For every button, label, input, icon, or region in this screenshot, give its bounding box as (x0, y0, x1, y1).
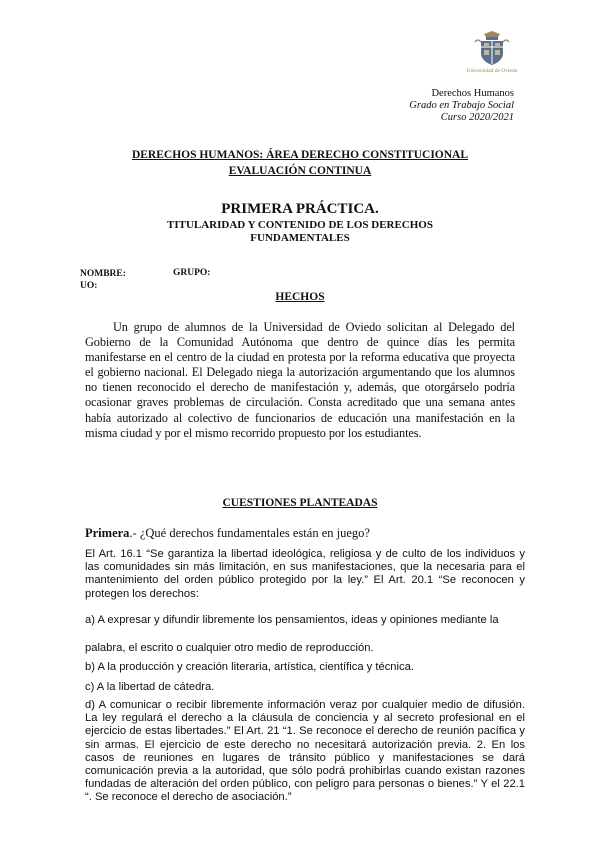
hechos-heading: HECHOS (275, 291, 325, 303)
nombre-field-label (80, 268, 126, 292)
practica-heading: PRIMERA PRÁCTICA. (221, 201, 379, 217)
uo-label: UO: (80, 281, 98, 291)
answer-item-d: d) A comunicar o recibir libremente información veraz por cualquier medio de difusión. La ley regulará el derecho a la cláusula de conciencia y al secreto profesional en el ejercicio de estas libertades.” El Art. 21 “1. Se reconoce el derecho de reunión pacífica y sin armas. El ejercicio de este derecho no necesitará autorización previa. 2. En los casos de reuniones en lugares de tránsito público y manifestaciones se dará comunicación previa a la autoridad, que sólo podrá prohibirlas cuando existan razones fundadas de alteración del orden público, con peligro para personas o bienes.” Y el 22.1 “. Se reconoce el derecho de asociación.” (85, 699, 525, 804)
subtitle-line-2: FUNDAMENTALES (250, 232, 350, 244)
title-line-2: EVALUACIÓN CONTINUA (228, 165, 372, 177)
course-title: Derechos Humanos (431, 88, 514, 99)
degree-name: Grado en Trabajo Social (409, 100, 514, 111)
answer-item-a: a) A expresar y difundir libremente los pensamientos, ideas y opiniones mediante la (85, 614, 499, 626)
cuestiones-heading: CUESTIONES PLANTEADAS (222, 497, 378, 509)
course-info (409, 88, 514, 124)
nombre-label: NOMBRE: (80, 269, 126, 279)
subtitle-line-1: TITULARIDAD Y CONTENIDO DE LOS DERECHOS (167, 219, 433, 231)
answer-item-c: c) A la libertad de cátedra. (85, 681, 215, 693)
document-title (0, 147, 600, 179)
coat-of-arms-icon (472, 30, 512, 66)
primera-question (85, 526, 525, 541)
logo-caption: Universidad de Oviedo (466, 68, 518, 74)
answer-item-a-continued: palabra, el escrito o cualquier otro medio de reproducción. (85, 642, 374, 654)
hechos-body: Un grupo de alumnos de la Universidad de Oviedo solicitan al Delegado del Gobierno de la Comunidad Autónoma que dentro de quince días les permita manifestarse en el centro de la ciudad en protesta por la reforma educativa que proyecta el gobierno nacional. El Delegado niega la autorización argumentando que los alumnos no tienen reconocido el derecho de manifestación y, además, que otorgárselo podría ocasionar graves problemas de circulación. Consta acreditado que una semana antes había autorizado al colectivo de funcionarios de educación una manifestación en la misma ciudad y por el mismo recorrido propuesto por los estudiantes. (85, 320, 515, 440)
primera-label: Primera (85, 526, 130, 540)
title-line-1: DERECHOS HUMANOS: ÁREA DERECHO CONSTITUCIONAL (131, 149, 469, 161)
answer-item-b: b) A la producción y creación literaria, artística, científica y técnica. (85, 661, 414, 673)
academic-year: Curso 2020/2021 (440, 112, 514, 123)
practica-subtitle (0, 219, 600, 245)
primera-question-text: .- ¿Qué derechos fundamentales están en juego? (129, 526, 370, 540)
grupo-label: GRUPO: (173, 268, 211, 278)
university-logo (452, 30, 532, 74)
answer-paragraph-1: El Art. 16.1 “Se garantiza la libertad ideológica, religiosa y de culto de los individuos y las comunidades sin más limitación, en sus manifestaciones, que la necesaria para el mantenimiento del orden público protegido por la ley.” El Art. 20.1 “Se reconocen y protegen los derechos: (85, 548, 525, 600)
